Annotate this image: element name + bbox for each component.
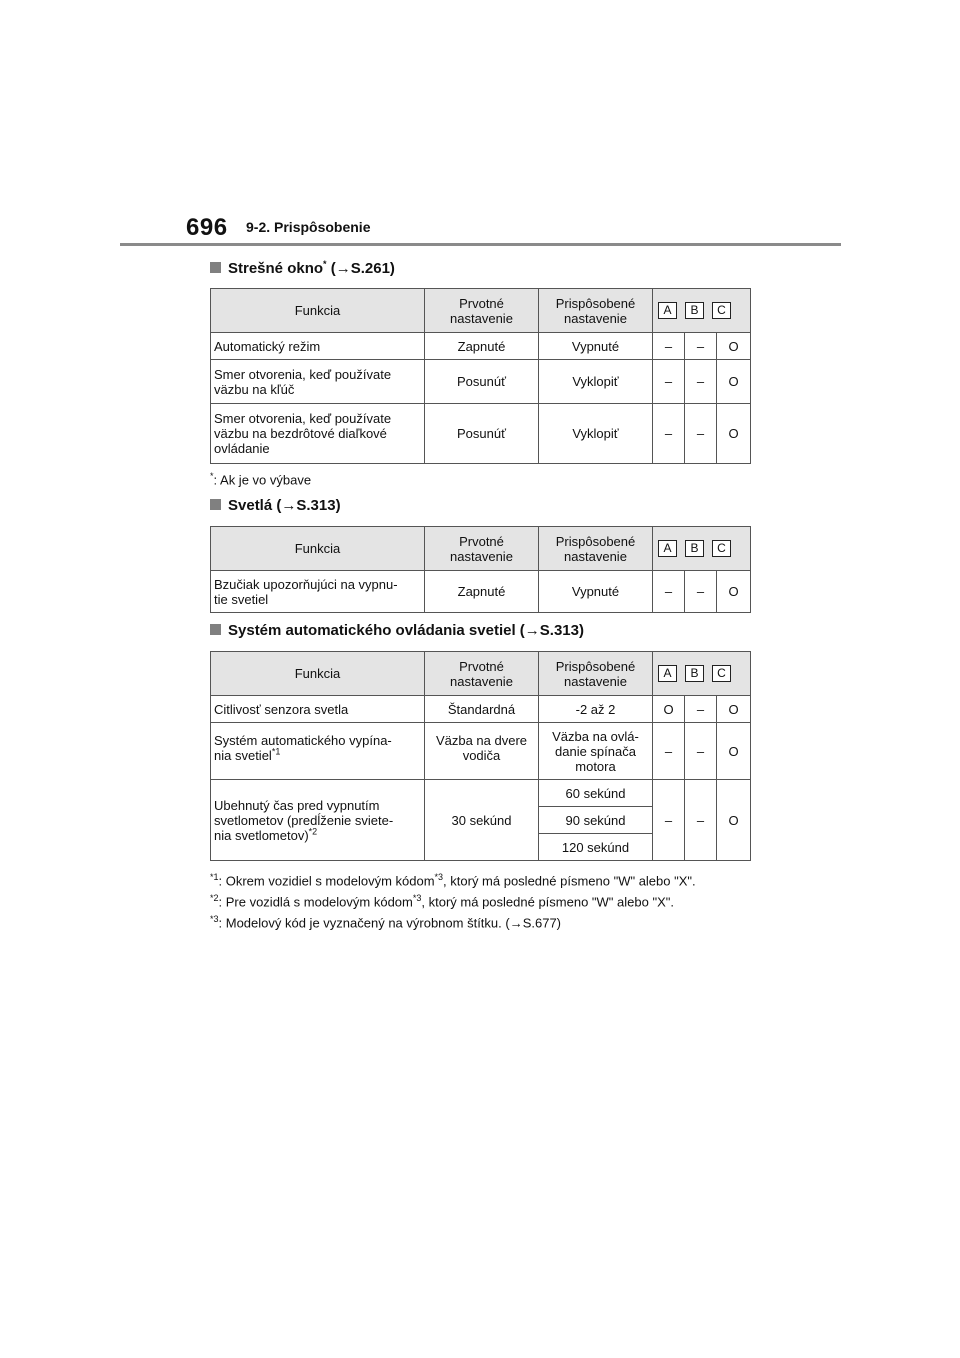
cell-c: O — [717, 723, 751, 780]
cell-b: – — [685, 696, 717, 723]
table-row — [211, 723, 751, 780]
page-number: 696 — [186, 214, 228, 241]
cell-c: O — [717, 696, 751, 723]
footnote-1: $^{*1}$: Okrem vozidiel s modelovým kódom$^{*3}$, ktorý má posledné písmeno "W" alebo "X". — [210, 872, 696, 889]
cell-c: O — [717, 571, 751, 613]
a-icon: A — [658, 540, 677, 557]
cell-function: Ubehnutý čas pred vypnutím svetlometov (predĺženie sviete- nia svetlometov)$^{*2}$ — [211, 780, 425, 861]
cell-default: Posunúť — [425, 404, 539, 464]
c-icon: C — [712, 302, 731, 319]
square-bullet-icon — [210, 262, 221, 273]
section-title-text: Strešné okno — [228, 260, 324, 277]
table-row — [211, 780, 751, 807]
cell-b: – — [685, 780, 717, 861]
footnote-2: $^{*2}$: Pre vozidlá s modelovým kódom$^{*3}$, ktorý má posledné písmeno "W" alebo "X". — [210, 893, 674, 910]
table-header-row — [211, 289, 751, 333]
b-icon: B — [685, 665, 704, 682]
settings-table-sunroof — [210, 288, 751, 464]
table-row — [211, 360, 751, 404]
footnote-3: $^{*3}$: Modelový kód je vyznačený na výrobnom štítku. (→S.677) — [210, 914, 562, 931]
section-title-auto-lights — [210, 622, 584, 639]
cell-custom: Vyklopiť — [539, 404, 653, 464]
cell-a: – — [653, 404, 685, 464]
cell-c: O — [717, 780, 751, 861]
table-row — [211, 404, 751, 464]
cell-b: – — [685, 404, 717, 464]
title-footnote-mark: * — [323, 259, 327, 269]
cell-default: 30 sekúnd — [425, 780, 539, 861]
header-function: Funkcia — [211, 289, 425, 333]
table-header-row — [211, 652, 751, 696]
cell-b: – — [685, 360, 717, 404]
cell-function: Systém automatického vypína- nia svetiel$^{*1}$ — [211, 723, 425, 780]
c-icon: C — [712, 540, 731, 557]
cell-c: O — [717, 360, 751, 404]
header-function: Funkcia — [211, 527, 425, 571]
page-reference-link[interactable]: (→S.261) — [330, 260, 395, 277]
cell-b: – — [685, 571, 717, 613]
page-reference-link[interactable]: (→S.677) — [505, 915, 562, 931]
header-default: Prvotné nastavenie — [425, 652, 539, 696]
header-abc — [653, 652, 751, 696]
header-abc — [653, 289, 751, 333]
cell-default: Štandardná — [425, 696, 539, 723]
header-custom: Prispôsobené nastavenie — [539, 527, 653, 571]
section-title-lights — [210, 497, 341, 514]
cell-c: O — [717, 404, 751, 464]
header-divider — [120, 243, 841, 246]
cell-default: Zapnuté — [425, 571, 539, 613]
header-abc — [653, 527, 751, 571]
cell-custom-option: 120 sekúnd — [539, 834, 653, 861]
table-row — [211, 333, 751, 360]
cell-b: – — [685, 333, 717, 360]
cell-custom-option: 60 sekúnd — [539, 780, 653, 807]
cell-function: Citlivosť senzora svetla — [211, 696, 425, 723]
cell-function: Bzučiak upozorňujúci na vypnu- tie svetiel — [211, 571, 425, 613]
header-custom: Prispôsobené nastavenie — [539, 652, 653, 696]
header-custom: Prispôsobené nastavenie — [539, 289, 653, 333]
b-icon: B — [685, 302, 704, 319]
cell-function: Smer otvorenia, keď používate väzbu na bezdrôtové diaľkové ovládanie — [211, 404, 425, 464]
table-row — [211, 696, 751, 723]
header-function: Funkcia — [211, 652, 425, 696]
section-title-sunroof — [210, 259, 395, 277]
cell-default: Zapnuté — [425, 333, 539, 360]
square-bullet-icon — [210, 499, 221, 510]
cell-c: O — [717, 333, 751, 360]
header-default: Prvotné nastavenie — [425, 289, 539, 333]
cell-default: Väzba na dvere vodiča — [425, 723, 539, 780]
cell-custom: -2 až 2 — [539, 696, 653, 723]
cell-custom: Vyklopiť — [539, 360, 653, 404]
square-bullet-icon — [210, 624, 221, 635]
chapter-title: 9-2. Prispôsobenie — [246, 219, 371, 235]
cell-custom: Vypnuté — [539, 571, 653, 613]
table-header-row — [211, 527, 751, 571]
settings-table-lights — [210, 526, 751, 613]
page-reference-link[interactable]: (→S.313) — [276, 497, 341, 514]
cell-a: – — [653, 360, 685, 404]
cell-default: Posunúť — [425, 360, 539, 404]
cell-function: Smer otvorenia, keď používate väzbu na kľúč — [211, 360, 425, 404]
header-default: Prvotné nastavenie — [425, 527, 539, 571]
c-icon: C — [712, 665, 731, 682]
cell-a: O — [653, 696, 685, 723]
section-title-text: Systém automatického ovládania svetiel — [228, 622, 516, 639]
cell-a: – — [653, 333, 685, 360]
cell-function: Automatický režim — [211, 333, 425, 360]
cell-a: – — [653, 780, 685, 861]
cell-a: – — [653, 723, 685, 780]
section-title-text: Svetlá — [228, 497, 273, 514]
b-icon: B — [685, 540, 704, 557]
cell-a: – — [653, 571, 685, 613]
page-reference-link[interactable]: (→S.313) — [519, 622, 584, 639]
table-row — [211, 571, 751, 613]
cell-custom: Vypnuté — [539, 333, 653, 360]
footnote-sunroof: *: Ak je vo výbave — [210, 471, 312, 488]
settings-table-auto-lights — [210, 651, 751, 861]
cell-b: – — [685, 723, 717, 780]
cell-custom-option: 90 sekúnd — [539, 807, 653, 834]
cell-custom: Väzba na ovlá- danie spínača motora — [539, 723, 653, 780]
a-icon: A — [658, 665, 677, 682]
a-icon: A — [658, 302, 677, 319]
